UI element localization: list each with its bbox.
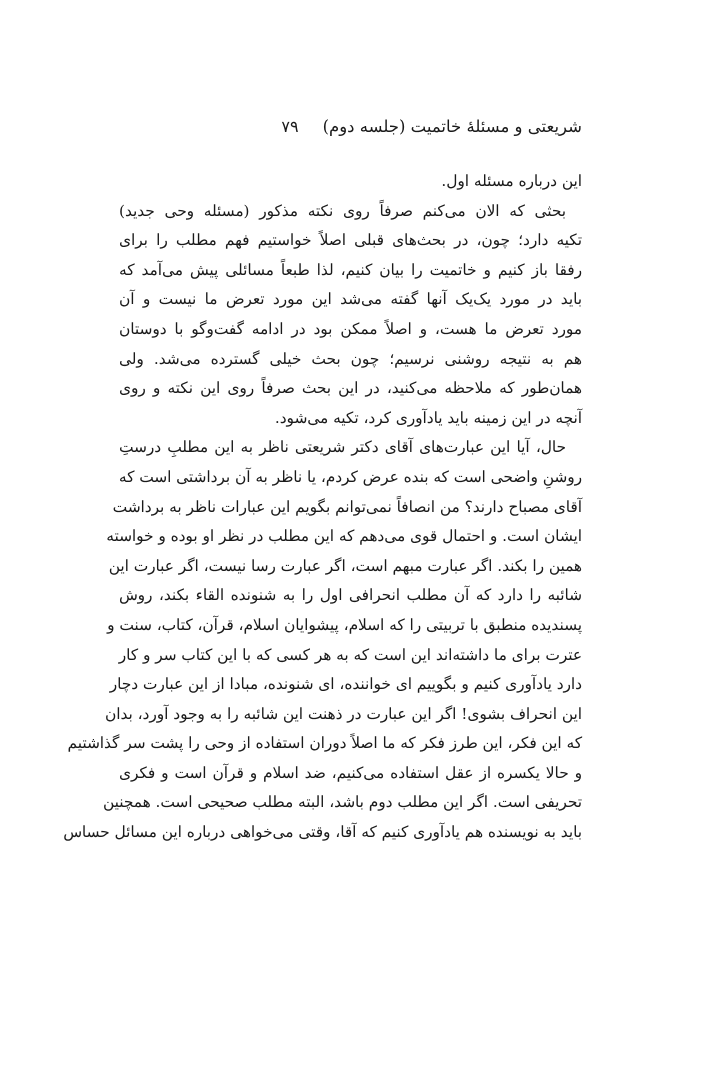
text-line: پسندیده منطبق با تربیتی را که اسلام، پیشوایان اسلام، قرآن، کتاب، سنت و [107, 615, 582, 634]
text-line: باید به نویسنده هم یادآوری کنیم که آقا، وقتی می‌خواهی درباره این مسائل حساس [63, 823, 582, 842]
text-line: آقای مصباح دارند؟ من انصافاً نمی‌توانم بگویم این عبارات ناظر به برداشت [112, 497, 582, 516]
text-line: همان‌طور که ملاحظه می‌کنید، در این بحث صرفاً روی این نکته و روی [119, 379, 582, 398]
running-title: شریعتی و مسئلهٔ خاتمیت (جلسه دوم) [322, 117, 582, 136]
paragraph-1 [119, 167, 582, 197]
text-line: این درباره مسئله اول. [441, 172, 582, 190]
paragraph-2 [119, 197, 582, 434]
text-line: باید در مورد یک‌یک آنها گفته می‌شد این مورد تعرض ما نیست و آن [119, 290, 582, 309]
text-line: این انحراف بشوی! اگر این عبارت در ذهنت این شائبه را به وجود آورد، بدان [104, 704, 582, 723]
text-line: ایشان است. و احتمال قوی می‌دهم که این مطلب در نظر او بوده و خواسته [106, 527, 582, 546]
text-line: تکیه دارد؛ چون، در بحث‌های قبلی اصلاً خواستیم فهم مطلب را برای [119, 231, 582, 250]
running-header [119, 117, 582, 147]
text-line: بحثی که الان می‌کنم صرفاً روی نکته مذکور (مسئله وحی جدید) [119, 201, 566, 220]
text-line: و حالا یکسره از عقل استفاده می‌کنیم، ضد اسلام و قرآن است و فکری [119, 763, 582, 782]
text-line: شائبه را دارد که آن مطلب انحرافی اول را به شنونده القاء بکند، روش [119, 586, 582, 605]
text-line: که این فکر، این طرز فکر که ما اصلاً دوران استفاده از وحی را پشت سر گذاشتیم [67, 734, 582, 753]
text-line: دارد یادآوری کنیم و بگوییم ای خواننده، ای شنونده، مبادا از این عبارت دچار [109, 675, 582, 694]
text-line: حال، آیا این عبارت‌های آقای دکتر شریعتی ناظر به این مطلبِ درستِ [119, 438, 566, 457]
text-line: عترت برای ما داشته‌اند این است که به هر کسی که با این کتاب سر و کار [118, 645, 582, 664]
text-line: روشنِ واضحی است که بنده عرض کردم، یا ناظر به آن برداشتی است که [118, 467, 582, 486]
text-line: هم به نتیجه روشنی نرسیم؛ چون بحث خیلی گسترده می‌شد. ولی [119, 349, 582, 368]
text-line: همین را بکند. اگر عبارت مبهم است، اگر عبارت رسا نیست، اگر عبارت این [108, 556, 582, 575]
text-line: رفقا باز کنیم و خاتمیت را بیان کنیم، لذا طبعاً مسائلی پیش می‌آمد که [119, 260, 582, 279]
text-line: تحریفی است. اگر این مطلب دوم باشد، البته مطلب صحیحی است. همچنین [103, 793, 582, 812]
paragraph-3 [63, 433, 582, 847]
text-line: آنچه در این زمینه باید یادآوری کرد، تکیه می‌شود. [274, 408, 582, 427]
text-line: مورد تعرض ما هست، و اصلاً ممکن بود در ادامه گفت‌وگو با دوستان [119, 319, 582, 338]
body-text [63, 167, 582, 848]
page-number: ۷۹ [281, 117, 299, 136]
